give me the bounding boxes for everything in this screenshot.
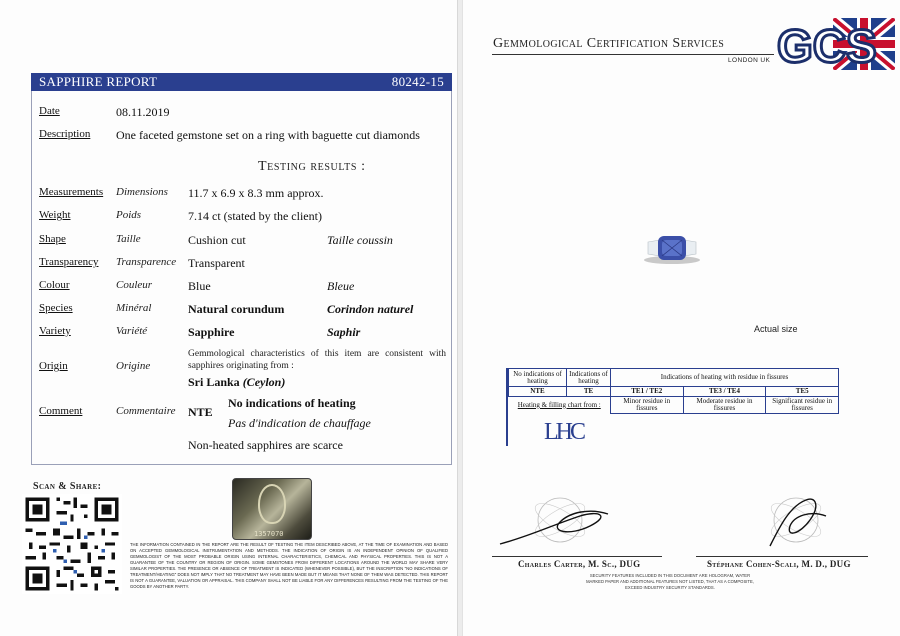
- report-number: 80242-15: [391, 74, 444, 89]
- colour-label-fr: Couleur: [116, 279, 153, 291]
- logo-text: GCS: [777, 20, 877, 72]
- lhc-logo: [544, 415, 590, 445]
- species-value-fr: Corindon naturel: [327, 302, 414, 316]
- measurements-label: Measurements: [39, 186, 104, 198]
- shape-value-fr: Taille coussin: [327, 233, 393, 247]
- species-label: Species: [39, 302, 73, 314]
- weight-value: 7.14 ct (stated by the client): [188, 209, 322, 223]
- heating-header-nte: No indications of heating: [509, 369, 567, 387]
- ring-photo: [640, 232, 704, 266]
- legal-disclaimer: THE INFORMATION CONTAINED IN THE REPORT ARE THE RESULT OF TESTING THE ITEM DESCRIBED ABOVE, AT THE TIME OF EXAMINATION AND BASED ON ACCEPTED GEMMOLOGICAL INSTRUMENTATION AND METHODS. THE INDICATION OF ORIGIN IS AN INDEPENDENT OPINION OF QUALIFIED GEMMOLOGIST OF THE MOST PROBABLE ORIGIN USING INTERNAL CHARACTERISTICS, CHEMICAL AND PHYSICAL PROPERTIES. THIS IS NOT A GUARANTEE OF THE COUNTRY OR REGION OF ORIGIN. SOME GEMSTONES FROM DIFFERENT LOCATIONS AROUND THE WORLD MAY SHARE VERY SIMILAR PROPERTIES. THE PRESENCE OR ABSENCE OF TREATMENT IS INDICATED (WHENEVER POSSIBLE), BUT THE INSCRIPTION "NO INDICATIONS OF TREATMENT/HEATING" DOES NOT IMPLY THAT NO TREATMENT MAY HAVE BEEN MADE BUT IT MEANS THAT NONE OF THEM WAS DETECTED. THIS REPORT IS NOT A GUARANTEE, VALUATION OR APPRAISAL. THIS COMPANY SHALL NOT BE LIABLE FOR ANY DIFFERENCES RESULTING FROM THE TESTING OF THE GOODS BY ANOTHER PARTY.: [130, 542, 448, 589]
- colour-value: Blue: [188, 279, 211, 293]
- colour-label: Colour: [39, 279, 70, 291]
- qr-code[interactable]: [22, 494, 122, 594]
- comment-note: Non-heated sapphires are scarce: [188, 438, 343, 452]
- gcs-logo: [775, 16, 897, 72]
- variety-value-fr: Saphir: [327, 325, 361, 339]
- signature-line-carter: [492, 556, 662, 557]
- heating-residue-significant: Significant residue in fissures: [766, 397, 839, 414]
- variety-label: Variety: [39, 325, 71, 337]
- measurements-value: 11.7 x 6.9 x 8.3 mm approx.: [188, 186, 324, 200]
- shape-label-fr: Taille: [116, 233, 141, 245]
- hologram-serial: 1357070: [254, 530, 284, 538]
- company-location: LONDON UK: [728, 57, 771, 64]
- company-name-underline: [492, 54, 774, 55]
- signature-line-cohen-scali: [696, 556, 868, 557]
- security-features-note: SECURITY FEATURES INCLUDED IN THIS DOCUMENT ARE HOLOGRAM, WATER MARKED PAPER AND ADDITIONAL FEATURES NOT LISTED, THAT AS A COMPOSITE, EXCEED INDUSTRY SECURITY STANDARDS.: [586, 573, 754, 590]
- signature-carter: [490, 486, 620, 556]
- report-title-bar: [31, 73, 452, 91]
- heating-header-te: Indications of heating: [567, 369, 611, 387]
- comment-code: NTE: [188, 405, 213, 419]
- heating-residue-minor: Minor residue in fissures: [611, 397, 684, 414]
- heating-chart-table: [508, 368, 839, 414]
- signatory-name-carter: Charles Carter, M. Sc., DUG: [518, 559, 641, 569]
- heating-chart-label: Heating & filling chart from :: [517, 400, 601, 409]
- hologram-seal-icon: [258, 484, 286, 524]
- shape-label: Shape: [39, 233, 66, 245]
- heating-code-te3-te4: TE3 / TE4: [683, 387, 766, 397]
- company-name: Gemmological Certification Services: [493, 36, 725, 51]
- colour-value-fr: Bleue: [327, 279, 355, 293]
- date-label: Date: [39, 105, 60, 117]
- heating-code-te: TE: [567, 387, 611, 397]
- heating-residue-moderate: Moderate residue in fissures: [683, 397, 766, 414]
- species-value: Natural corundum: [188, 302, 285, 316]
- heating-code-te1-te2: TE1 / TE2: [611, 387, 684, 397]
- origin-label: Origin: [39, 360, 68, 372]
- scan-share-title: Scan & Share:: [33, 481, 102, 492]
- variety-value: Sapphire: [188, 325, 235, 339]
- comment-label: Comment: [39, 405, 83, 417]
- signature-cohen-scali: [730, 486, 860, 556]
- comment-value-fr: Pas d'indication de chauffage: [228, 416, 371, 430]
- testing-results-title: Testing results :: [258, 159, 366, 174]
- weight-label: Weight: [39, 209, 71, 221]
- heating-chart-source: [509, 397, 611, 414]
- heating-code-nte: NTE: [509, 387, 567, 397]
- comment-label-fr: Commentaire: [116, 405, 176, 417]
- transparency-label: Transparency: [39, 256, 99, 268]
- weight-label-fr: Poids: [116, 209, 142, 221]
- transparency-label-fr: Transparence: [116, 256, 177, 268]
- origin-value: [188, 375, 285, 390]
- actual-size-caption: Actual size: [754, 324, 798, 334]
- heating-header-residue: Indications of heating with residue in fissures: [611, 369, 839, 387]
- transparency-value: Transparent: [188, 256, 245, 270]
- variety-label-fr: Variété: [116, 325, 148, 337]
- origin-country-alt: (Ceylon): [242, 375, 286, 389]
- origin-label-fr: Origine: [116, 360, 151, 372]
- comment-value: No indications of heating: [228, 396, 356, 410]
- lhc-logo-text: LHC: [544, 419, 583, 445]
- shape-value: Cushion cut: [188, 233, 246, 247]
- measurements-label-fr: Dimensions: [116, 186, 168, 198]
- origin-country: Sri Lanka: [188, 375, 240, 389]
- signatory-name-cohen-scali: Stéphane Cohen-Scali, M. D., DUG: [707, 559, 851, 569]
- description-value: One faceted gemstone set on a ring with baguette cut diamonds: [116, 128, 420, 142]
- date-value: 08.11.2019: [116, 105, 170, 119]
- heating-code-te5: TE5: [766, 387, 839, 397]
- report-title: SAPPHIRE REPORT: [39, 74, 158, 89]
- origin-description: Gemmological characteristics of this item are consistent with sapphires originating from :: [188, 349, 446, 371]
- description-label: Description: [39, 128, 91, 140]
- species-label-fr: Minéral: [116, 302, 152, 314]
